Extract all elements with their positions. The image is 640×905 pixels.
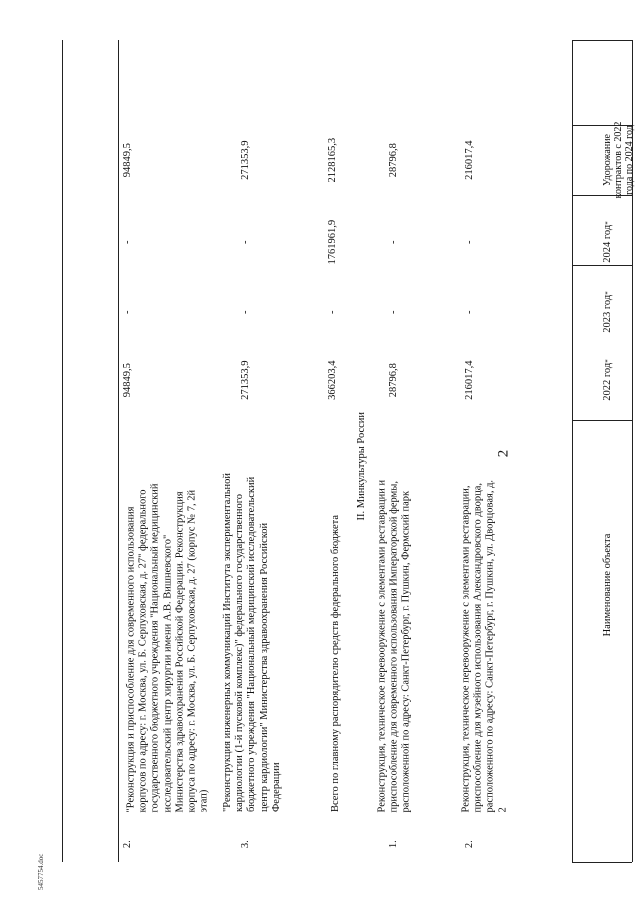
row-number: 2. [121,840,133,849]
value-2023: - [326,310,338,314]
row-number: 1. [387,840,399,849]
header-2023: 2023 год* [602,291,613,333]
header-2024: 2024 год* [602,221,613,263]
header-2022: 2022 год* [602,359,613,401]
footnote-mark: * [604,359,612,363]
page-number: 2 [495,449,512,458]
object-name: Реконструкция, техническое перевооружение с элементами реставрации и приспособление для современного использования Императорской фермы, расположенной по адресу: Санкт-Петербург, г. Пушкин, Фермский парк [376,479,412,812]
value-2024: - [121,240,133,244]
value-cost-increase: 271353,9 [239,140,251,180]
header-cost-increase: Удорожание контрактов с 2022 года по 2024 год [602,121,635,199]
table-top-rule [572,40,632,41]
value-2023: - [239,310,251,314]
table-right-rule [572,40,573,862]
value-2023: - [387,310,399,314]
footnote-mark: * [604,221,612,225]
value-2022: 271353,9 [239,360,251,400]
value-2024: - [239,240,251,244]
document-reference: 5457754.doc [37,853,45,890]
object-name: Реконструкция, техническое перевооружение с элементами реставрации, приспособление для музейного использования Александровского дворца, расположенного по адресу: Санкт-Петербург, г. Пушкин, ул. Дворцовая, д. 2 [460,479,509,812]
row-number: 3. [239,840,251,849]
object-name: "Реконструкция инженерных коммуникаций Института экспериментальной кардиологии (1-й пусковой комплекс)" федерального государственного бюджетного учреждения "Национальный медицинский исследовательский центр кардиологии" Министерства здравоохранения Российской Федерации [222,472,282,812]
value-2022: 28796,8 [387,363,399,398]
value-2022: 366203,4 [326,360,338,400]
header-name: Наименование объекта [602,533,613,637]
object-name: Всего по главному распорядителю средств федерального бюджета [330,514,341,812]
table-bottom-rule [572,862,632,863]
table-left-rule [62,40,63,862]
value-2023: - [121,310,133,314]
value-cost-increase: 28796,8 [387,143,399,178]
table-header-rule [118,40,119,862]
section-title: II. Минкультуры России [355,411,367,521]
footnote-mark: * [604,291,612,295]
value-2024: 1761961,9 [326,219,338,265]
value-2023: - [463,310,475,314]
value-2022: 216017,4 [463,360,475,400]
row-number: 2. [463,840,475,849]
value-cost-increase: 2128165,3 [326,137,338,183]
value-2022: 94849,5 [121,363,133,398]
header-name-divider [572,420,632,421]
value-2024: - [387,240,399,244]
value-2024: - [463,240,475,244]
value-cost-increase: 216017,4 [463,140,475,180]
value-cost-increase: 94849,5 [121,143,133,178]
object-name: "Реконструкция и приспособление для современного использования корпусов по адресу: г. Москва, ул. Б. Серпуховская, д. 27" федерального государственного бюджетного учреждения "Национальный медицинский исследовательский центр хирургии имени А.В. Вишневского" Министерства здравоохранения Российской Федерации. Реконструкция корпуса по адресу: г. Москва, ул. Б. Серпуховская, д. 27 (корпус № 7, 2й этап) [125,483,210,812]
